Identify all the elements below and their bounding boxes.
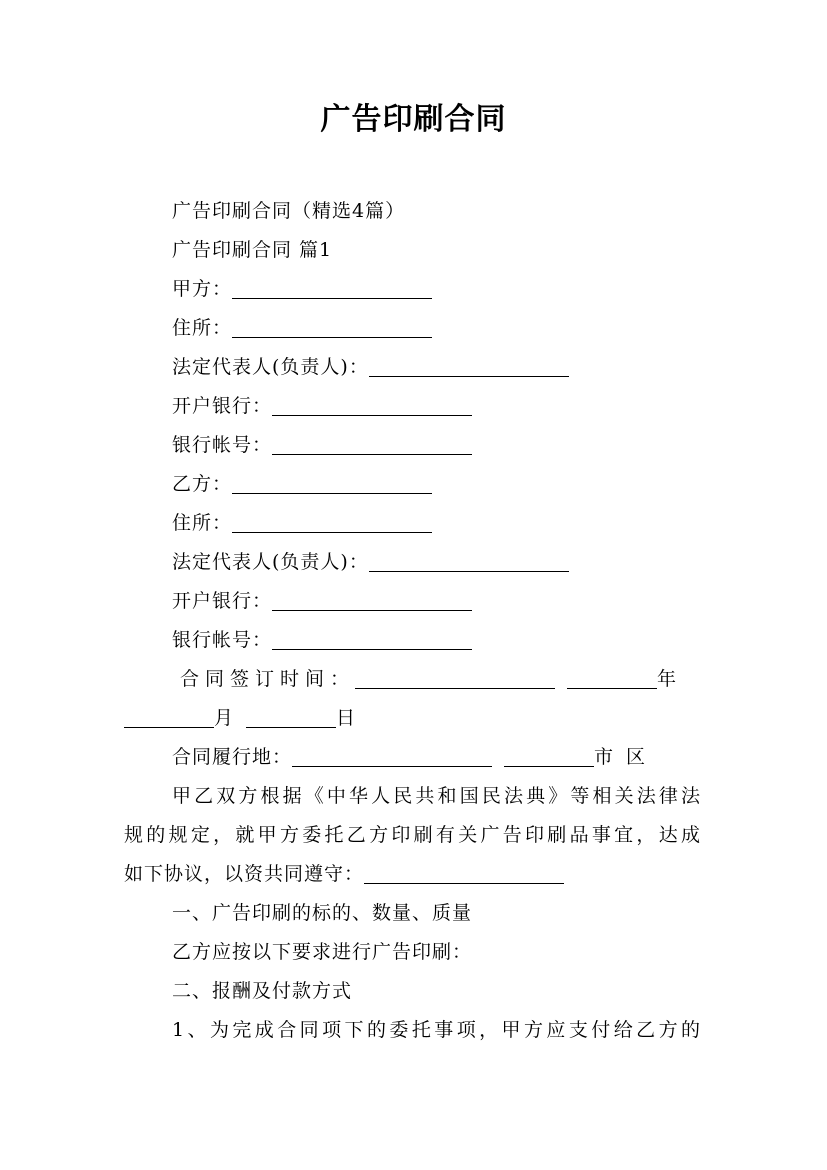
party-b-name — [172, 469, 432, 499]
month-label: 月 — [214, 707, 235, 729]
field-label: 合同签订时间： — [180, 668, 356, 690]
blank-line — [124, 707, 214, 728]
party-a-bank — [172, 391, 472, 421]
blank-line — [272, 590, 472, 611]
clause-1-heading: 一、广告印刷的标的、数量、质量 — [172, 902, 473, 924]
blank-line — [369, 551, 569, 572]
field-label: 法定代表人(负责人)： — [172, 356, 369, 378]
field-label: 银行帐号： — [172, 434, 273, 456]
blank-line — [272, 395, 472, 416]
blank-line — [504, 746, 594, 767]
clause-2-heading: 二、报酬及付款方式 — [172, 980, 353, 1002]
clause-2-item-1: 1、为完成合同项下的委托事项，甲方应支付给乙方的 — [172, 1019, 701, 1041]
blank-line — [355, 668, 555, 689]
day-label: 日 — [336, 707, 357, 729]
city-label: 市 — [594, 746, 615, 768]
party-a-name — [172, 274, 432, 304]
field-label: 开户银行： — [172, 395, 273, 417]
subtitle: 广告印刷合同（精选4篇） — [172, 200, 406, 222]
section-heading: 广告印刷合同 篇1 — [172, 239, 333, 261]
field-label: 住所： — [172, 512, 233, 534]
district-label: 区 — [626, 746, 647, 768]
intro-line-2: 规的规定，就甲方委托乙方印刷有关广告印刷品事宜，达成 — [124, 824, 701, 846]
sign-time — [180, 664, 682, 694]
intro-line-3 — [124, 859, 564, 889]
blank-line — [232, 278, 432, 299]
field-label: 甲方： — [172, 278, 233, 300]
blank-line — [369, 356, 569, 377]
party-a-rep — [172, 352, 569, 382]
field-label: 银行帐号： — [172, 629, 273, 651]
party-b-account — [172, 625, 472, 655]
performance-place — [172, 742, 646, 772]
party-a-address — [172, 313, 432, 343]
intro-line-1: 甲乙双方根据《中华人民共和国民法典》等相关法律法 — [172, 785, 701, 807]
blank-line — [232, 512, 432, 533]
party-b-rep — [172, 547, 569, 577]
clause-1-text: 乙方应按以下要求进行广告印刷： — [172, 941, 473, 963]
year-label: 年 — [657, 668, 683, 690]
field-label: 开户银行： — [172, 590, 273, 612]
blank-line — [272, 629, 472, 650]
blank-line — [292, 746, 492, 767]
blank-line — [272, 434, 472, 455]
blank-line — [567, 668, 657, 689]
intro-text: 如下协议，以资共同遵守： — [124, 863, 365, 885]
field-label: 合同履行地： — [172, 746, 293, 768]
party-b-address — [172, 508, 432, 538]
document-title: 广告印刷合同 — [320, 102, 507, 137]
blank-line — [246, 707, 336, 728]
sign-time-cont — [124, 703, 356, 733]
field-label: 法定代表人(负责人)： — [172, 551, 369, 573]
blank-line — [364, 863, 564, 884]
blank-line — [232, 473, 432, 494]
party-a-account — [172, 430, 472, 460]
blank-line — [232, 317, 432, 338]
field-label: 乙方： — [172, 473, 233, 495]
field-label: 住所： — [172, 317, 233, 339]
party-b-bank — [172, 586, 472, 616]
